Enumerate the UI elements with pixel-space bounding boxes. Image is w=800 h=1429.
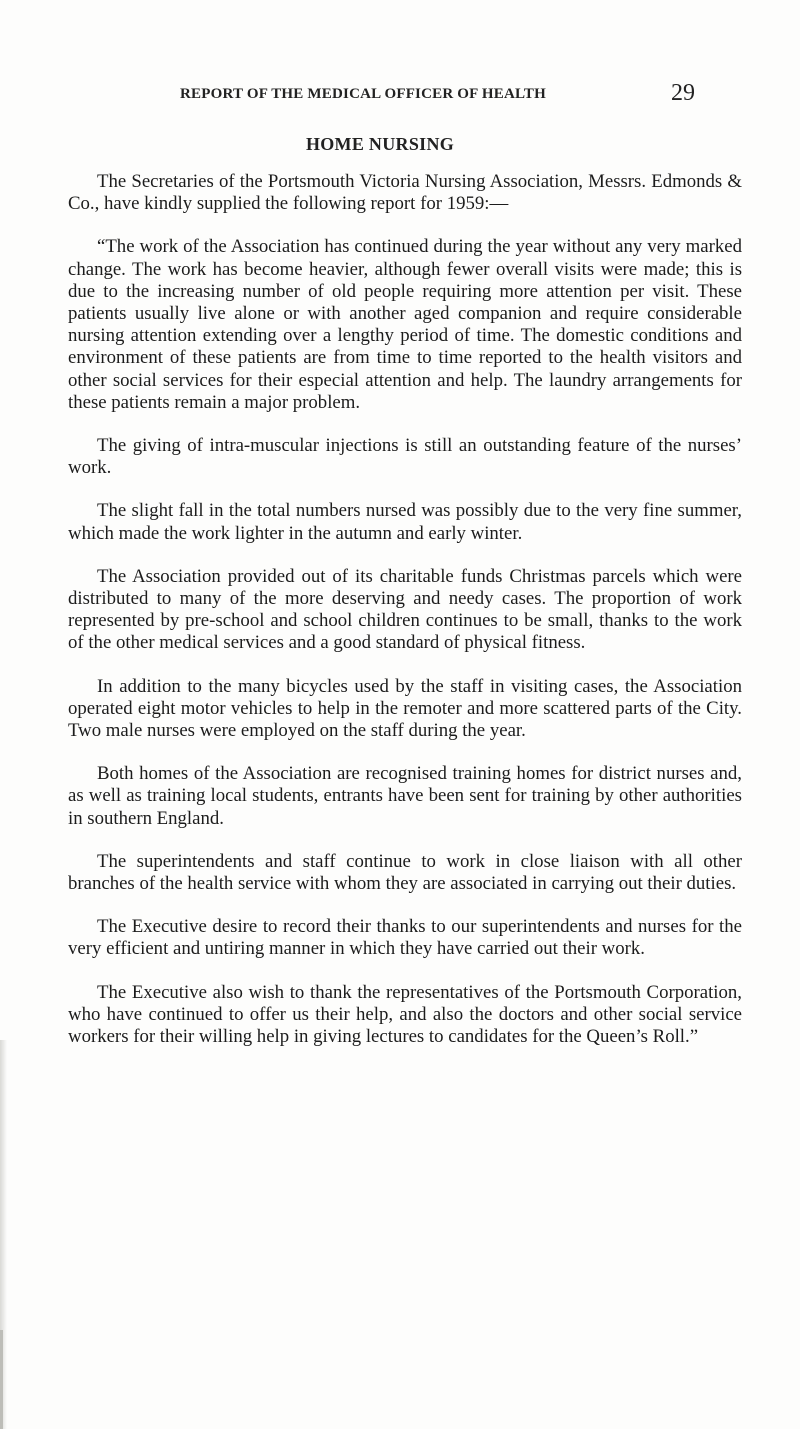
paragraph-intro: The Secretaries of the Portsmouth Victoria Nursing Association, Messrs. Edmonds & Co., have kindly supplied the following report for 1959:—: [68, 171, 742, 215]
paragraph-work-overview: “The work of the Association has continued during the year without any very marked change. The work has become heavier, although fewer overall visits were made; this is due to the increasing number of old people requiring more attention per visit. These patients usually live alone or with another aged companion and require considerable nursing attention extending over a lengthy period of time. The domestic conditions and environment of these patients are from time to time reported to the health visitors and other social services for their especial attention and help. The laundry arrangements for these patients remain a major problem.: [68, 236, 742, 413]
paragraph-injections: The giving of intra-muscular injections is still an outstanding feature of the nurses’ work.: [68, 435, 742, 479]
paragraph-liaison: The superintendents and staff continue to work in close liaison with all other branches of the health service with whom they are associated in carrying out their duties.: [68, 850, 742, 895]
paragraph-thanks-staff: The Executive desire to record their thanks to our superintendents and nurses for the very efficient and untiring manner in which they have carried out their work.: [68, 916, 742, 960]
section-title: HOME NURSING: [305, 134, 455, 154]
paragraph-training-homes: Both homes of the Association are recognised training homes for district nurses and, as well as training local students, entrants have been sent for training by other authorities in southern England.: [68, 763, 742, 829]
report-body: [68, 171, 742, 1069]
paragraph-christmas-parcels: The Association provided out of its charitable funds Christmas parcels which were distributed to many of the more deserving and needy cases. The proportion of work represented by pre-school and school children continues to be small, thanks to the work of the other medical services and a good standard of physical fitness.: [68, 565, 742, 654]
paragraph-thanks-corporation: The Executive also wish to thank the representatives of the Portsmouth Corporation, who have continued to offer us their help, and also the doctors and other social service workers for their willing help in giving lectures to candidates for the Queen’s Roll.”: [68, 981, 742, 1048]
paragraph-numbers-fall: The slight fall in the total numbers nursed was possibly due to the very fine summer, which made the work lighter in the autumn and early winter.: [68, 500, 742, 544]
page-edge-binding: [0, 1330, 3, 1429]
page-number: 29: [671, 80, 695, 106]
paragraph-vehicles: In addition to the many bicycles used by the staff in visiting cases, the Association operated eight motor vehicles to help in the remoter and more scattered parts of the City. Two male nurses were employed on the staff during the year.: [68, 675, 742, 742]
running-header: REPORT OF THE MEDICAL OFFICER OF HEALTH: [180, 86, 546, 102]
